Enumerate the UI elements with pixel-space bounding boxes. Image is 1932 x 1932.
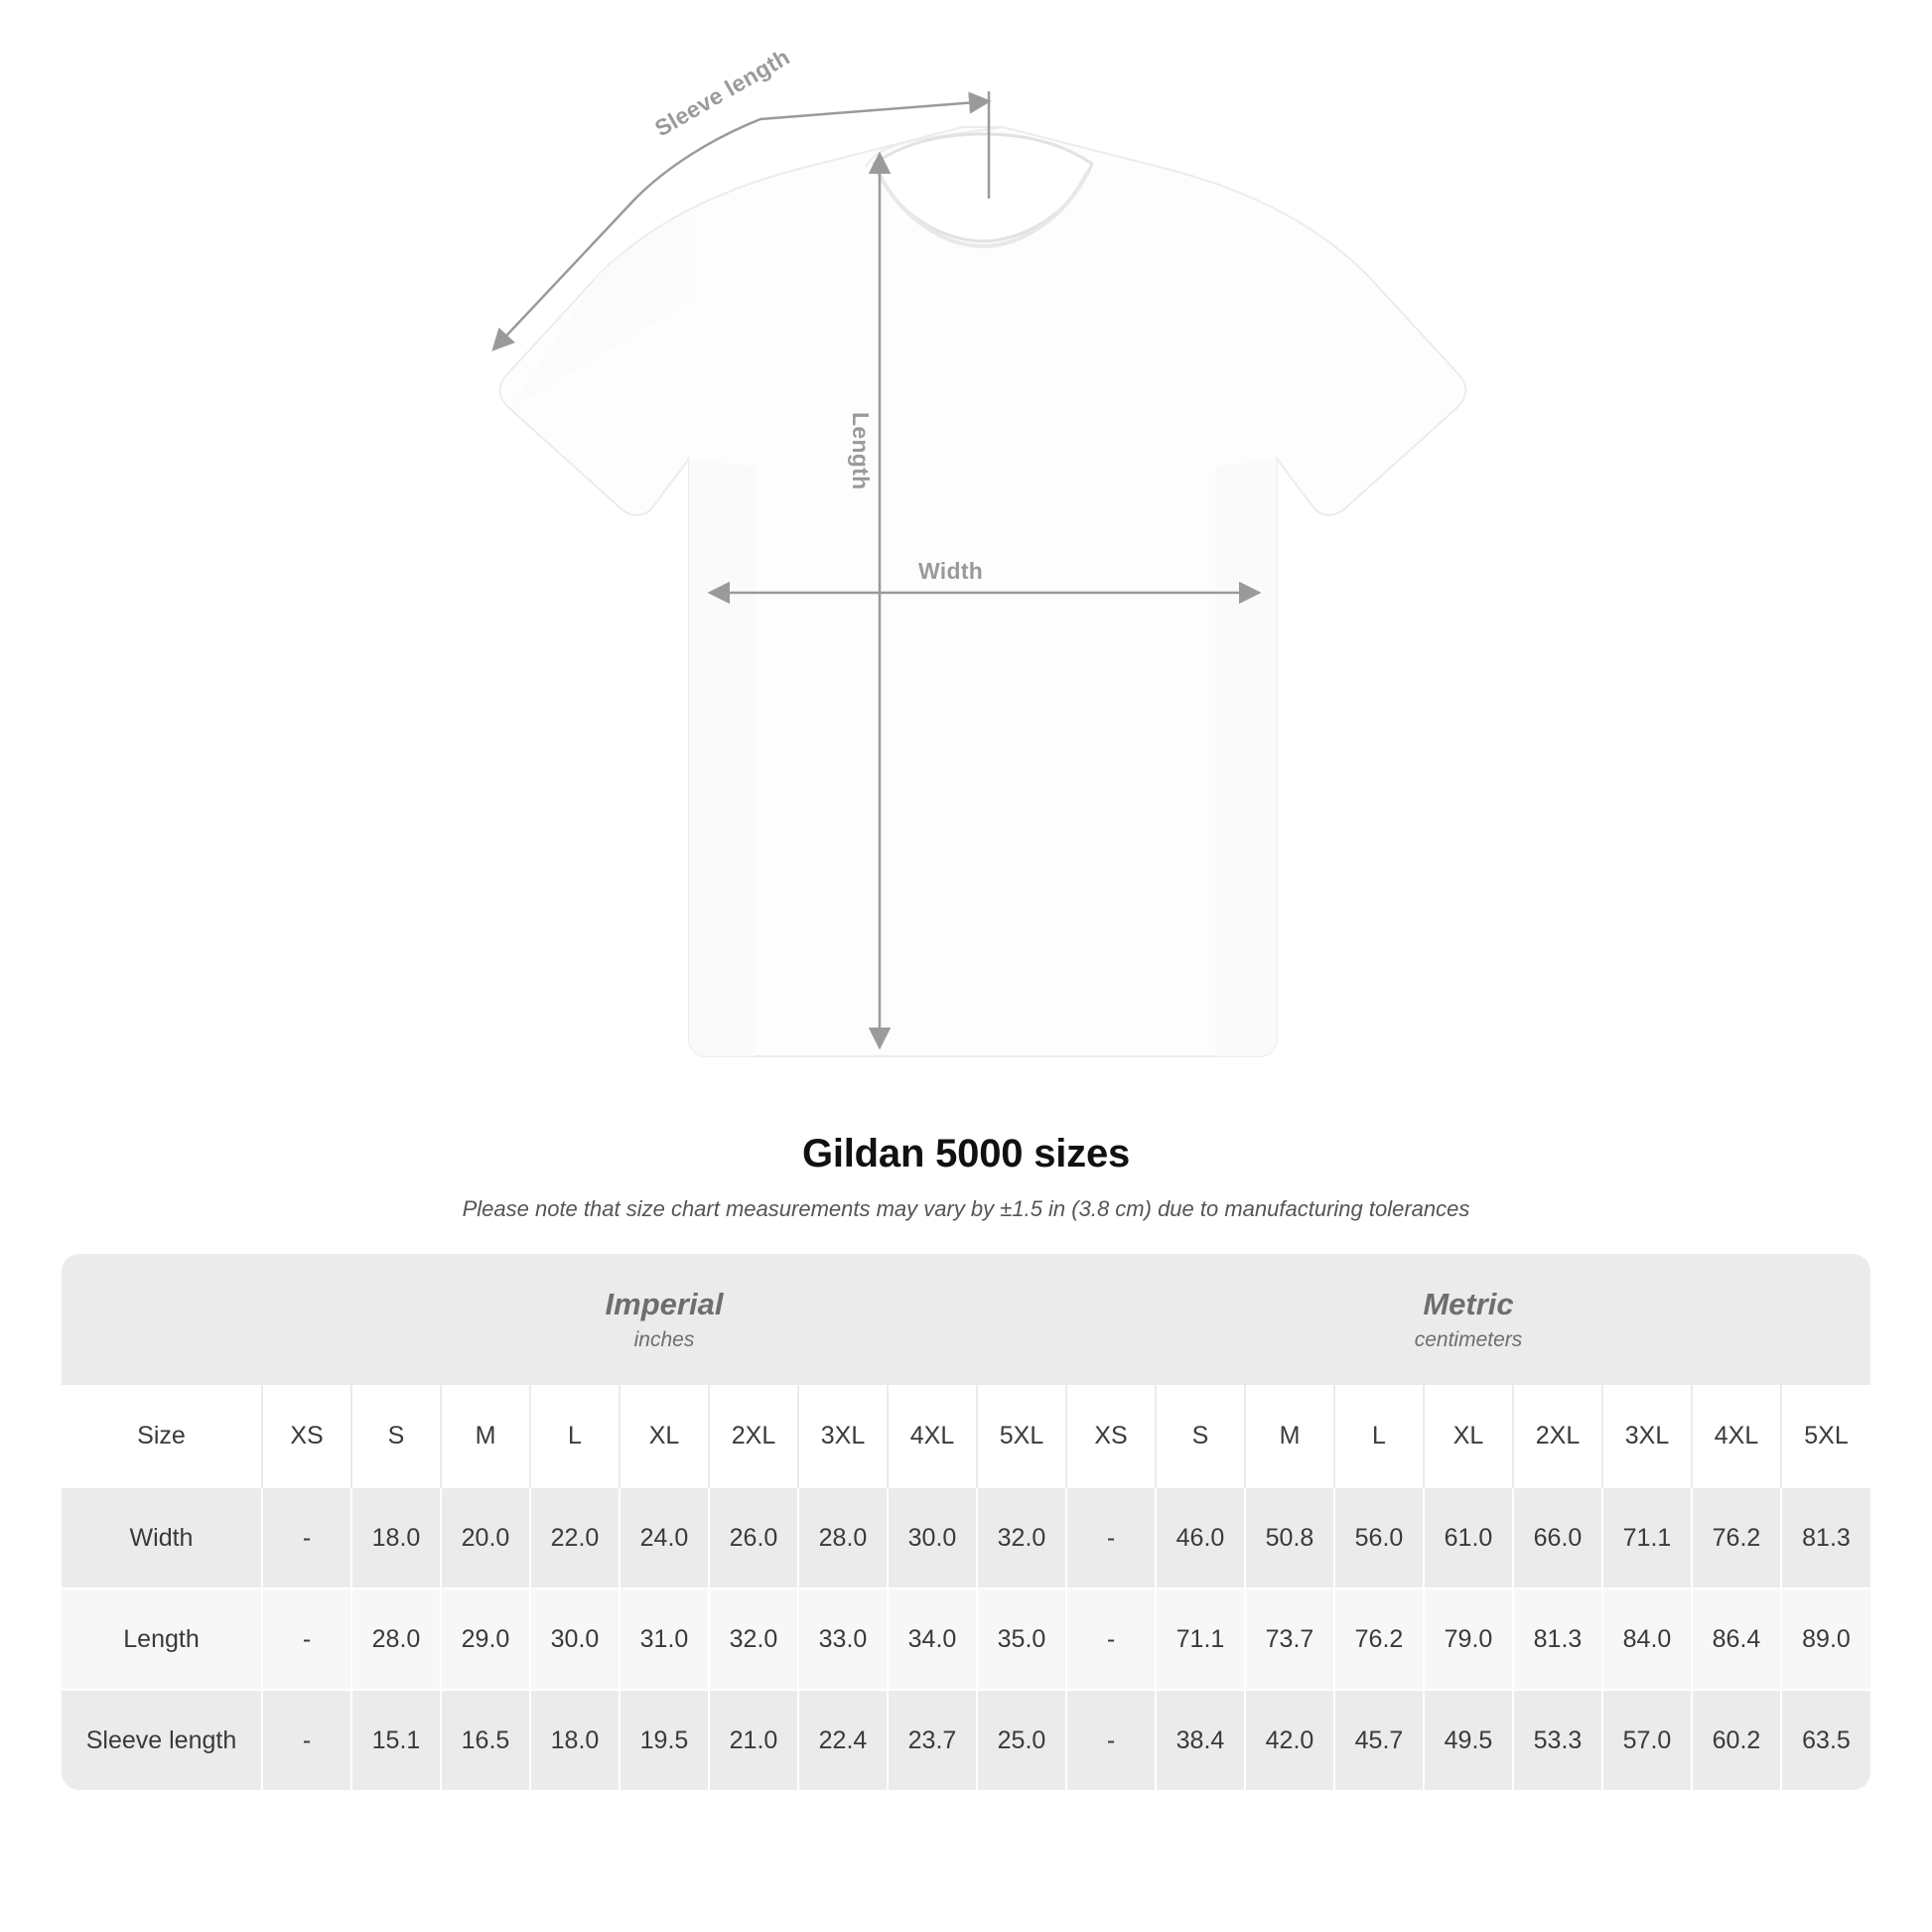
size-col-metric-m: M bbox=[1245, 1385, 1334, 1487]
cell-length-imperial-l: 30.0 bbox=[530, 1588, 620, 1690]
cell-width-imperial-3xl: 28.0 bbox=[798, 1487, 888, 1588]
cell-sleeve-metric-3xl: 57.0 bbox=[1602, 1690, 1692, 1790]
cell-sleeve-imperial-m: 16.5 bbox=[441, 1690, 530, 1790]
title-block bbox=[0, 1132, 1932, 1222]
cell-length-metric-5xl: 89.0 bbox=[1781, 1588, 1870, 1690]
size-col-imperial-m: M bbox=[441, 1385, 530, 1487]
size-col-imperial-l: L bbox=[530, 1385, 620, 1487]
cell-length-imperial-4xl: 34.0 bbox=[888, 1588, 977, 1690]
cell-width-metric-l: 56.0 bbox=[1334, 1487, 1424, 1588]
table-row bbox=[62, 1690, 1870, 1790]
table-row bbox=[62, 1588, 1870, 1690]
tolerance-note: Please note that size chart measurements may vary by ±1.5 in (3.8 cm) due to manufacturing tolerances bbox=[462, 1196, 1470, 1221]
cell-sleeve-metric-4xl: 60.2 bbox=[1692, 1690, 1781, 1790]
length-dimension-label: Length bbox=[848, 412, 874, 490]
cell-length-metric-xs: - bbox=[1066, 1588, 1156, 1690]
cell-width-metric-3xl: 71.1 bbox=[1602, 1487, 1692, 1588]
table-row bbox=[62, 1487, 1870, 1588]
cell-width-metric-5xl: 81.3 bbox=[1781, 1487, 1870, 1588]
cell-sleeve-metric-5xl: 63.5 bbox=[1781, 1690, 1870, 1790]
unit-group-metric-name: Metric bbox=[1423, 1287, 1514, 1322]
cell-length-imperial-5xl: 35.0 bbox=[977, 1588, 1066, 1690]
cell-width-imperial-m: 20.0 bbox=[441, 1487, 530, 1588]
cell-width-metric-4xl: 76.2 bbox=[1692, 1487, 1781, 1588]
size-header-label: Size bbox=[62, 1385, 262, 1487]
cell-sleeve-imperial-l: 18.0 bbox=[530, 1690, 620, 1790]
cell-length-metric-s: 71.1 bbox=[1156, 1588, 1245, 1690]
page-title: Gildan 5000 sizes bbox=[801, 1132, 1131, 1175]
cell-length-imperial-2xl: 32.0 bbox=[709, 1588, 798, 1690]
cell-length-metric-4xl: 86.4 bbox=[1692, 1588, 1781, 1690]
cell-width-imperial-s: 18.0 bbox=[351, 1487, 441, 1588]
unit-group-metric bbox=[1066, 1254, 1870, 1385]
cell-width-metric-2xl: 66.0 bbox=[1513, 1487, 1602, 1588]
cell-length-metric-m: 73.7 bbox=[1245, 1588, 1334, 1690]
cell-length-imperial-xs: - bbox=[262, 1588, 351, 1690]
cell-sleeve-imperial-5xl: 25.0 bbox=[977, 1690, 1066, 1790]
size-col-imperial-2xl: 2XL bbox=[709, 1385, 798, 1487]
cell-width-imperial-4xl: 30.0 bbox=[888, 1487, 977, 1588]
size-col-metric-xs: XS bbox=[1066, 1385, 1156, 1487]
cell-width-imperial-xs: - bbox=[262, 1487, 351, 1588]
cell-length-metric-xl: 79.0 bbox=[1424, 1588, 1513, 1690]
cell-width-imperial-xl: 24.0 bbox=[620, 1487, 709, 1588]
cell-sleeve-imperial-3xl: 22.4 bbox=[798, 1690, 888, 1790]
size-col-metric-2xl: 2XL bbox=[1513, 1385, 1602, 1487]
size-col-metric-xl: XL bbox=[1424, 1385, 1513, 1487]
cell-sleeve-metric-l: 45.7 bbox=[1334, 1690, 1424, 1790]
size-col-imperial-xs: XS bbox=[262, 1385, 351, 1487]
cell-sleeve-metric-2xl: 53.3 bbox=[1513, 1690, 1602, 1790]
cell-length-imperial-xl: 31.0 bbox=[620, 1588, 709, 1690]
size-col-metric-l: L bbox=[1334, 1385, 1424, 1487]
size-col-imperial-xl: XL bbox=[620, 1385, 709, 1487]
row-label-width: Width bbox=[62, 1487, 262, 1588]
unit-header-spacer bbox=[62, 1254, 262, 1385]
unit-header-row bbox=[62, 1254, 1870, 1385]
size-col-imperial-s: S bbox=[351, 1385, 441, 1487]
cell-length-imperial-s: 28.0 bbox=[351, 1588, 441, 1690]
cell-width-imperial-5xl: 32.0 bbox=[977, 1487, 1066, 1588]
cell-sleeve-metric-s: 38.4 bbox=[1156, 1690, 1245, 1790]
cell-sleeve-metric-xl: 49.5 bbox=[1424, 1690, 1513, 1790]
size-col-imperial-4xl: 4XL bbox=[888, 1385, 977, 1487]
unit-group-imperial-sub: inches bbox=[633, 1327, 695, 1351]
cell-width-imperial-l: 22.0 bbox=[530, 1487, 620, 1588]
cell-sleeve-imperial-s: 15.1 bbox=[351, 1690, 441, 1790]
size-table-wrapper bbox=[62, 1254, 1870, 1790]
row-label-sleeve-length: Sleeve length bbox=[62, 1690, 262, 1790]
unit-group-imperial bbox=[262, 1254, 1066, 1385]
cell-sleeve-metric-m: 42.0 bbox=[1245, 1690, 1334, 1790]
size-col-metric-5xl: 5XL bbox=[1781, 1385, 1870, 1487]
size-col-metric-3xl: 3XL bbox=[1602, 1385, 1692, 1487]
cell-width-metric-m: 50.8 bbox=[1245, 1487, 1334, 1588]
cell-sleeve-imperial-xs: - bbox=[262, 1690, 351, 1790]
cell-width-metric-xl: 61.0 bbox=[1424, 1487, 1513, 1588]
cell-width-metric-xs: - bbox=[1066, 1487, 1156, 1588]
unit-group-imperial-name: Imperial bbox=[605, 1287, 724, 1322]
cell-length-imperial-3xl: 33.0 bbox=[798, 1588, 888, 1690]
unit-group-metric-sub: centimeters bbox=[1414, 1327, 1523, 1351]
cell-width-imperial-2xl: 26.0 bbox=[709, 1487, 798, 1588]
width-dimension-label: Width bbox=[918, 558, 984, 584]
sleeve-length-dimension-label: Sleeve length bbox=[650, 43, 794, 142]
cell-length-metric-l: 76.2 bbox=[1334, 1588, 1424, 1690]
row-label-length: Length bbox=[62, 1588, 262, 1690]
cell-width-metric-s: 46.0 bbox=[1156, 1487, 1245, 1588]
cell-length-imperial-m: 29.0 bbox=[441, 1588, 530, 1690]
cell-sleeve-imperial-xl: 19.5 bbox=[620, 1690, 709, 1790]
size-col-imperial-3xl: 3XL bbox=[798, 1385, 888, 1487]
size-col-imperial-5xl: 5XL bbox=[977, 1385, 1066, 1487]
cell-sleeve-metric-xs: - bbox=[1066, 1690, 1156, 1790]
size-col-metric-4xl: 4XL bbox=[1692, 1385, 1781, 1487]
size-col-metric-s: S bbox=[1156, 1385, 1245, 1487]
cell-sleeve-imperial-2xl: 21.0 bbox=[709, 1690, 798, 1790]
size-table bbox=[62, 1254, 1870, 1790]
cell-sleeve-imperial-4xl: 23.7 bbox=[888, 1690, 977, 1790]
size-header-row bbox=[62, 1385, 1870, 1487]
cell-length-metric-3xl: 84.0 bbox=[1602, 1588, 1692, 1690]
cell-length-metric-2xl: 81.3 bbox=[1513, 1588, 1602, 1690]
